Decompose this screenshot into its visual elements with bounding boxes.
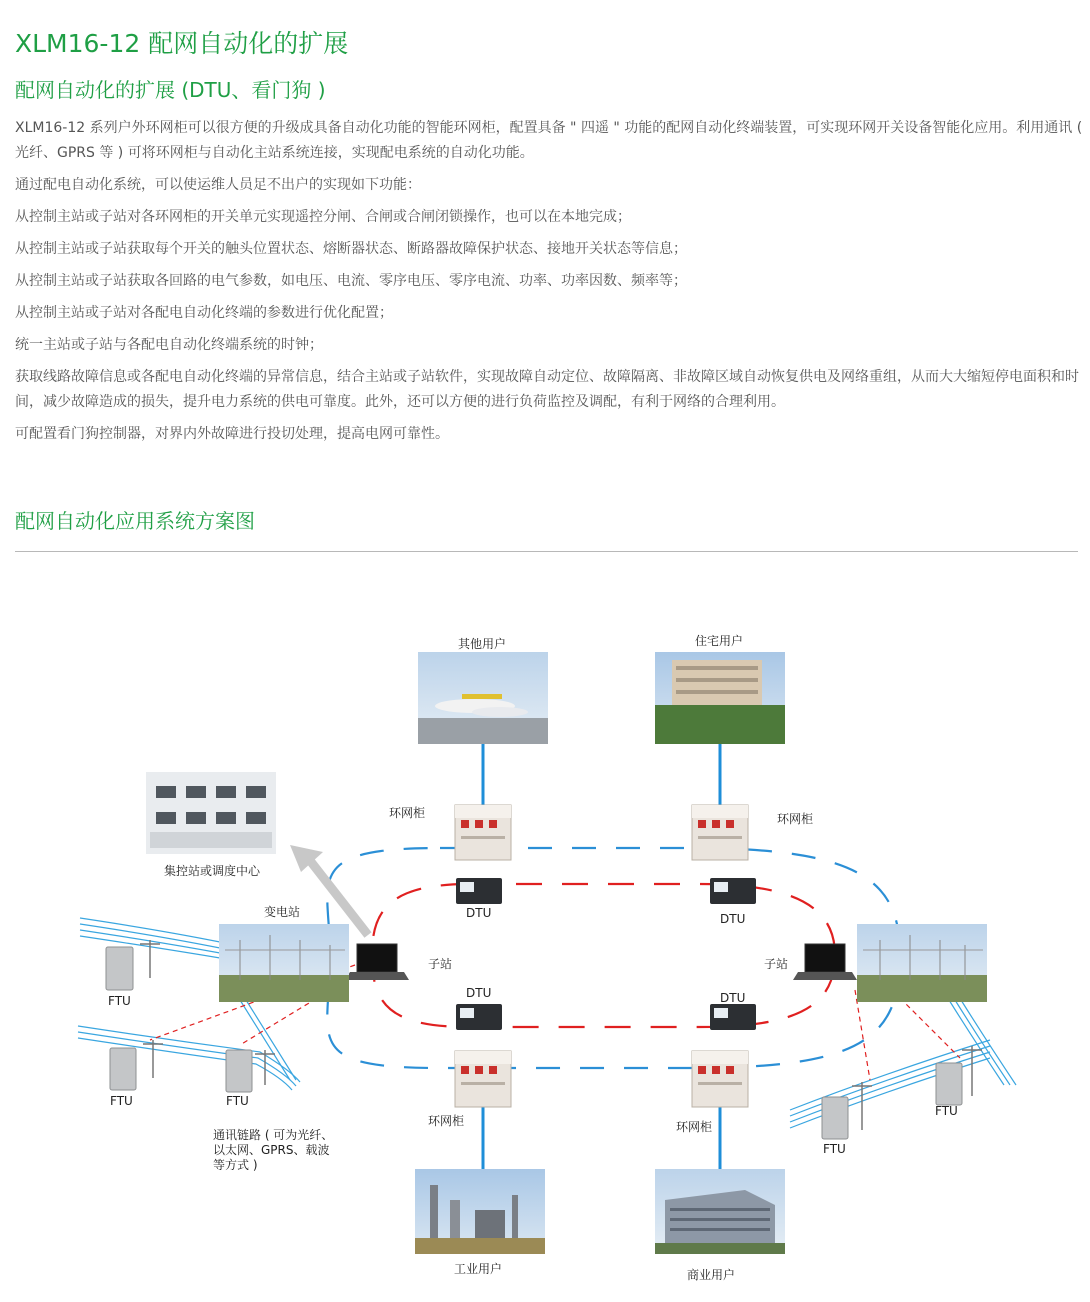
paragraph: XLM16-12 系列户外环网柜可以很方便的升级成具备自动化功能的智能环网柜，配置具备 " 四遥 " 功能的配网自动化终端装置，可实现环网开关设备智能化应用。利用通讯 ( 光纤、GPRS 等 ) 可将环网柜与自动化主站系统连接，实现配电系统的自动化功能。 xyxy=(15,120,1083,161)
label-industrial-users: 工业用户 xyxy=(454,1262,503,1276)
photo-residential-users xyxy=(655,652,785,744)
page-title: XLM16-12 配网自动化的扩展 xyxy=(15,29,349,58)
label-ftu: FTU xyxy=(823,1142,846,1156)
paragraph: 通过配电自动化系统，可以使运维人员足不出户的实现如下功能： xyxy=(15,177,421,193)
dtu-devices xyxy=(456,878,756,1030)
label-ftu: FTU xyxy=(110,1094,133,1108)
paragraph: 获取线路故障信息或各配电自动化终端的异常信息，结合主站或子站软件，实现故障自动定位、故障隔离、非故障区域自动恢复供电及网络重组，从而大大缩短停电面积和时间，减少故障造成的损失，提升电力系统的供电可靠度。此外，还可以方便的进行负荷监控及调配，有利于网络的合理利用。 xyxy=(15,369,1079,410)
label-ftu: FTU xyxy=(935,1104,958,1118)
label-commercial-users: 商业用户 xyxy=(687,1268,736,1282)
label-residential-users: 住宅用户 xyxy=(695,634,744,648)
paragraph: 从控制主站或子站获取各回路的电气参数，如电压、电流、零序电压、零序电流、功率、功率因数、频率等； xyxy=(15,273,687,289)
photo-other-users xyxy=(418,652,548,744)
label-ftu: FTU xyxy=(226,1094,249,1108)
paragraph: 从控制主站或子站对各配电自动化终端的参数进行优化配置； xyxy=(15,305,393,321)
paragraph: 可配置看门狗控制器，对界内外故障进行投切处理，提高电网可靠性。 xyxy=(15,426,449,442)
paragraph: 从控制主站或子站对各环网柜的开关单元实现遥控分闸、合闸或合闸闭锁操作，也可以在本地完成； xyxy=(15,209,631,225)
label-sub-station: 子站 xyxy=(764,957,789,971)
label-dtu: DTU xyxy=(720,912,746,926)
photo-substation-right xyxy=(857,924,987,1002)
label-comm-link-line: 等方式 ) xyxy=(213,1158,258,1172)
paragraph: 从控制主站或子站获取每个开关的触头位置状态、熔断器状态、断路器故障保护状态、接地开关状态等信息； xyxy=(15,241,687,257)
label-dtu: DTU xyxy=(466,986,492,1000)
label-ftu: FTU xyxy=(108,994,131,1008)
photo-industrial-users xyxy=(415,1169,545,1254)
label-comm-link-line: 通讯链路 ( 可为光纤、 xyxy=(213,1128,334,1142)
label-dtu: DTU xyxy=(466,906,492,920)
label-comm-link xyxy=(213,1128,333,1173)
photo-control-center xyxy=(146,772,276,854)
section-subtitle: 配网自动化的扩展 (DTU、看门狗 ) xyxy=(15,78,326,102)
label-comm-link-line: 以太网、GPRS、载波 xyxy=(213,1143,330,1157)
label-ring-cabinet: 环网柜 xyxy=(428,1114,465,1128)
label-dtu: DTU xyxy=(720,991,746,1005)
paragraph: 统一主站或子站与各配电自动化终端系统的时钟； xyxy=(15,337,323,353)
label-sub-station: 子站 xyxy=(428,957,453,971)
diagram-section-title: 配网自动化应用系统方案图 xyxy=(15,509,255,533)
label-substation: 变电站 xyxy=(264,905,301,919)
label-control-center: 集控站或调度中心 xyxy=(164,864,261,878)
label-ring-cabinet: 环网柜 xyxy=(389,806,426,820)
label-other-users: 其他用户 xyxy=(458,637,507,651)
ring-main-units xyxy=(455,805,748,1107)
photo-substation-left xyxy=(219,924,349,1002)
label-ring-cabinet: 环网柜 xyxy=(777,812,814,826)
photo-commercial-users xyxy=(655,1169,785,1254)
label-ring-cabinet: 环网柜 xyxy=(676,1120,713,1134)
